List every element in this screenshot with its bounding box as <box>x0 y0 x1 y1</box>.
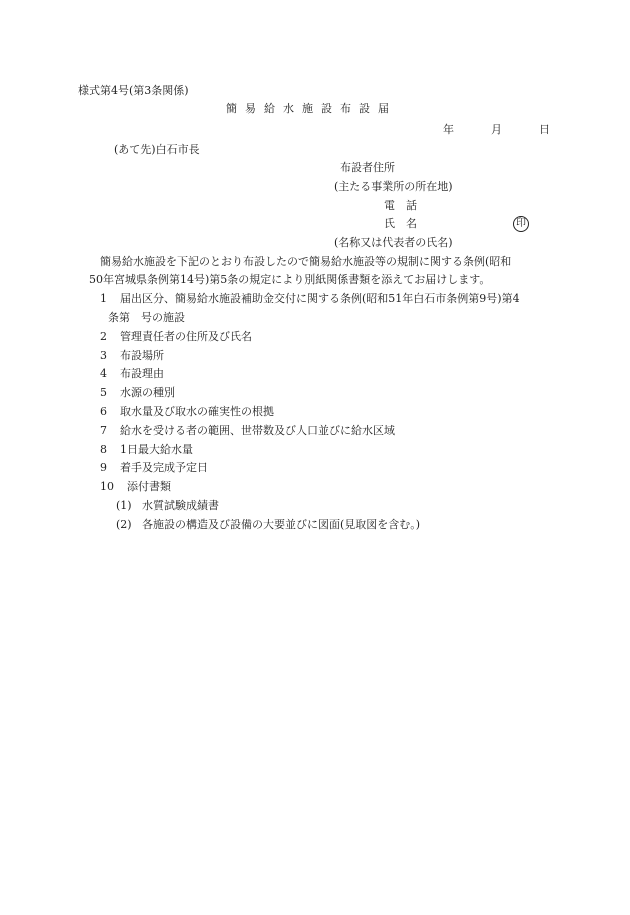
list-item-text: 1日最大給水量 <box>120 443 193 456</box>
addressee: (あて先)白石市長 <box>114 143 200 156</box>
list-item-text: 管理責任者の住所及び氏名 <box>120 330 252 343</box>
sub-item-text: 各施設の構造及び設備の大要並びに図面(見取図を含む。) <box>142 518 421 531</box>
list-item-text: 給水を受ける者の範囲、世帯数及び人口並びに給水区域 <box>120 424 395 437</box>
list-item-number: 1 <box>100 292 107 305</box>
sub-item-number: (2) <box>116 518 132 531</box>
list-item-text: 布設理由 <box>120 367 164 380</box>
date-month: 月 <box>491 123 502 136</box>
list-item-number: 8 <box>100 443 107 456</box>
list-item-number: 5 <box>100 386 107 399</box>
list-item-text: 届出区分、簡易給水施設補助金交付に関する条例(昭和51年白石市条例第9号)第4 <box>120 292 520 305</box>
applicant-phone-label: 電 話 <box>384 199 417 212</box>
form-label: 様式第4号(第3条関係) <box>78 84 189 97</box>
list-item-text: 添付書類 <box>127 480 171 493</box>
list-item-text: 取水量及び取水の確実性の根拠 <box>120 405 274 418</box>
sub-item-text: 水質試験成績書 <box>142 499 219 512</box>
date-line <box>443 123 550 137</box>
applicant-address-note: (主たる事業所の所在地) <box>334 180 453 193</box>
list-item-number: 6 <box>100 405 107 418</box>
list-item-continuation: 条第 号の施設 <box>108 311 185 324</box>
applicant-name-label: 氏 名 <box>384 217 417 230</box>
list-item-number: 7 <box>100 424 107 437</box>
sub-item-number: (1) <box>116 499 132 512</box>
list-item-text: 布設場所 <box>120 349 164 362</box>
date-day: 日 <box>539 123 550 136</box>
body-text-line-1: 簡易給水施設を下記のとおり布設したので簡易給水施設等の規制に関する条例(昭和 <box>100 255 512 268</box>
list-item-text: 着手及完成予定日 <box>120 461 208 474</box>
body-text-line-2: 50年宮城県条例第14号)第5条の規定により別紙関係書類を添えてお届けします。 <box>89 273 491 286</box>
list-item-number: 9 <box>100 461 107 474</box>
list-item-number: 2 <box>100 330 107 343</box>
seal-mark: 印 <box>513 216 529 232</box>
list-item-number: 3 <box>100 349 107 362</box>
list-item-number: 4 <box>100 367 107 380</box>
date-year: 年 <box>443 123 454 136</box>
list-item-text: 水源の種別 <box>120 386 175 399</box>
applicant-address-label: 布設者住所 <box>340 161 395 174</box>
applicant-name-note: (名称又は代表者の氏名) <box>334 236 453 249</box>
list-item-number: 10 <box>100 480 114 493</box>
document-title: 簡易給水施設布設届 <box>226 102 397 115</box>
